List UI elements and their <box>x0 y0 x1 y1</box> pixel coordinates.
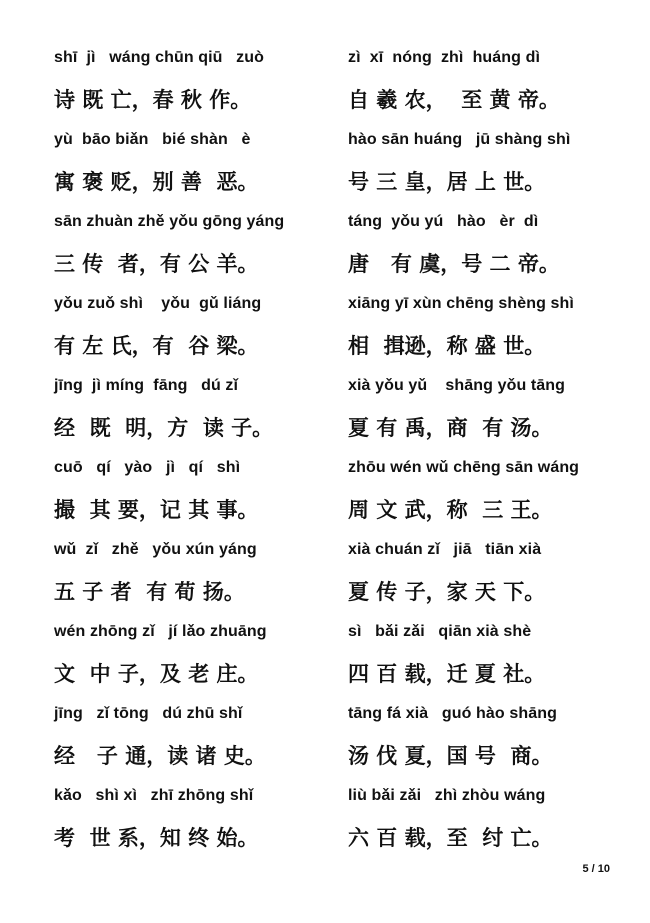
hanzi-line: 周 文 武，称 三 王。 <box>348 498 553 522</box>
hanzi-line: 唐 有 虞，号 二 帝。 <box>348 252 560 276</box>
hanzi-line: 五 子 者 有 荀 扬。 <box>54 580 245 604</box>
hanzi-line: 诗 既 亡，春 秋 作。 <box>54 88 252 112</box>
right-verse <box>348 618 628 700</box>
right-verse <box>348 126 628 208</box>
pinyin-line: sì bǎi zǎi qiān xià shè <box>348 623 532 640</box>
left-verse <box>54 290 334 372</box>
left-verse <box>54 618 334 700</box>
right-verse <box>348 44 628 126</box>
left-verse <box>54 700 334 782</box>
pinyin-line: táng yǒu yú hào èr dì <box>348 213 539 230</box>
left-verse <box>54 372 334 454</box>
left-verse <box>54 782 334 864</box>
hanzi-line: 寓 褒 贬，别 善 恶。 <box>54 170 259 194</box>
hanzi-line: 撮 其 要，记 其 事。 <box>54 498 259 522</box>
right-verse <box>348 782 628 864</box>
right-verse <box>348 700 628 782</box>
pinyin-line: yǒu zuǒ shì yǒu gǔ liáng <box>54 295 262 312</box>
hanzi-line: 汤 伐 夏，国 号 商。 <box>348 744 553 768</box>
hanzi-line: 考 世 系，知 终 始。 <box>54 826 259 850</box>
pinyin-line: jīng zǐ tōng dú zhū shǐ <box>54 705 243 722</box>
hanzi-line: 号 三 皇，居 上 世。 <box>348 170 546 194</box>
pinyin-line: kǎo shì xì zhī zhōng shǐ <box>54 787 254 804</box>
pinyin-line: xià chuán zǐ jiā tiān xià <box>348 541 542 558</box>
pinyin-line: wén zhōng zǐ jí lǎo zhuāng <box>54 623 267 640</box>
pinyin-line: liù bǎi zǎi zhì zhòu wáng <box>348 787 546 804</box>
pinyin-line: xià yǒu yǔ shāng yǒu tāng <box>348 377 566 394</box>
left-verse <box>54 536 334 618</box>
pinyin-line: wǔ zǐ zhě yǒu xún yáng <box>54 541 257 558</box>
hanzi-line: 文 中 子，及 老 庄。 <box>54 662 259 686</box>
pinyin-line: yù bāo biǎn bié shàn è <box>54 131 251 148</box>
hanzi-line: 三 传 者，有 公 羊。 <box>54 252 259 276</box>
pinyin-line: sān zhuàn zhě yǒu gōng yáng <box>54 213 285 230</box>
left-verse <box>54 126 334 208</box>
pinyin-line: zì xī nóng zhì huáng dì <box>348 49 541 66</box>
left-column <box>54 44 334 864</box>
pinyin-line: shī jì wáng chūn qiū zuò <box>54 49 265 66</box>
left-verse <box>54 208 334 290</box>
right-verse <box>348 454 628 536</box>
hanzi-line: 夏 传 子，家 天 下。 <box>348 580 546 604</box>
right-verse <box>348 290 628 372</box>
left-verse <box>54 454 334 536</box>
hanzi-line: 有 左 氏，有 谷 梁。 <box>54 334 259 358</box>
hanzi-line: 四 百 载，迁 夏 社。 <box>348 662 546 686</box>
hanzi-line: 六 百 载，至 纣 亡。 <box>348 826 553 850</box>
page-number: 5 / 10 <box>582 863 610 875</box>
left-verse <box>54 44 334 126</box>
pinyin-line: jīng jì míng fāng dú zǐ <box>54 377 239 394</box>
pinyin-line: zhōu wén wǔ chēng sān wáng <box>348 459 580 476</box>
pinyin-line: xiāng yī xùn chēng shèng shì <box>348 295 574 312</box>
hanzi-line: 夏 有 禹，商 有 汤。 <box>348 416 553 440</box>
hanzi-line: 经 既 明，方 读 子。 <box>54 416 274 440</box>
right-verse <box>348 208 628 290</box>
pinyin-line: hào sān huáng jū shàng shì <box>348 131 571 148</box>
hanzi-line: 自 羲 农， 至 黄 帝。 <box>348 88 560 112</box>
right-verse <box>348 372 628 454</box>
right-verse <box>348 536 628 618</box>
right-column <box>348 44 628 864</box>
hanzi-line: 相 揖逊，称 盛 世。 <box>348 334 546 358</box>
pinyin-line: cuō qí yào jì qí shì <box>54 459 241 476</box>
hanzi-line: 经 子 通，读 诸 史。 <box>54 744 266 768</box>
pinyin-line: tāng fá xià guó hào shāng <box>348 705 557 722</box>
